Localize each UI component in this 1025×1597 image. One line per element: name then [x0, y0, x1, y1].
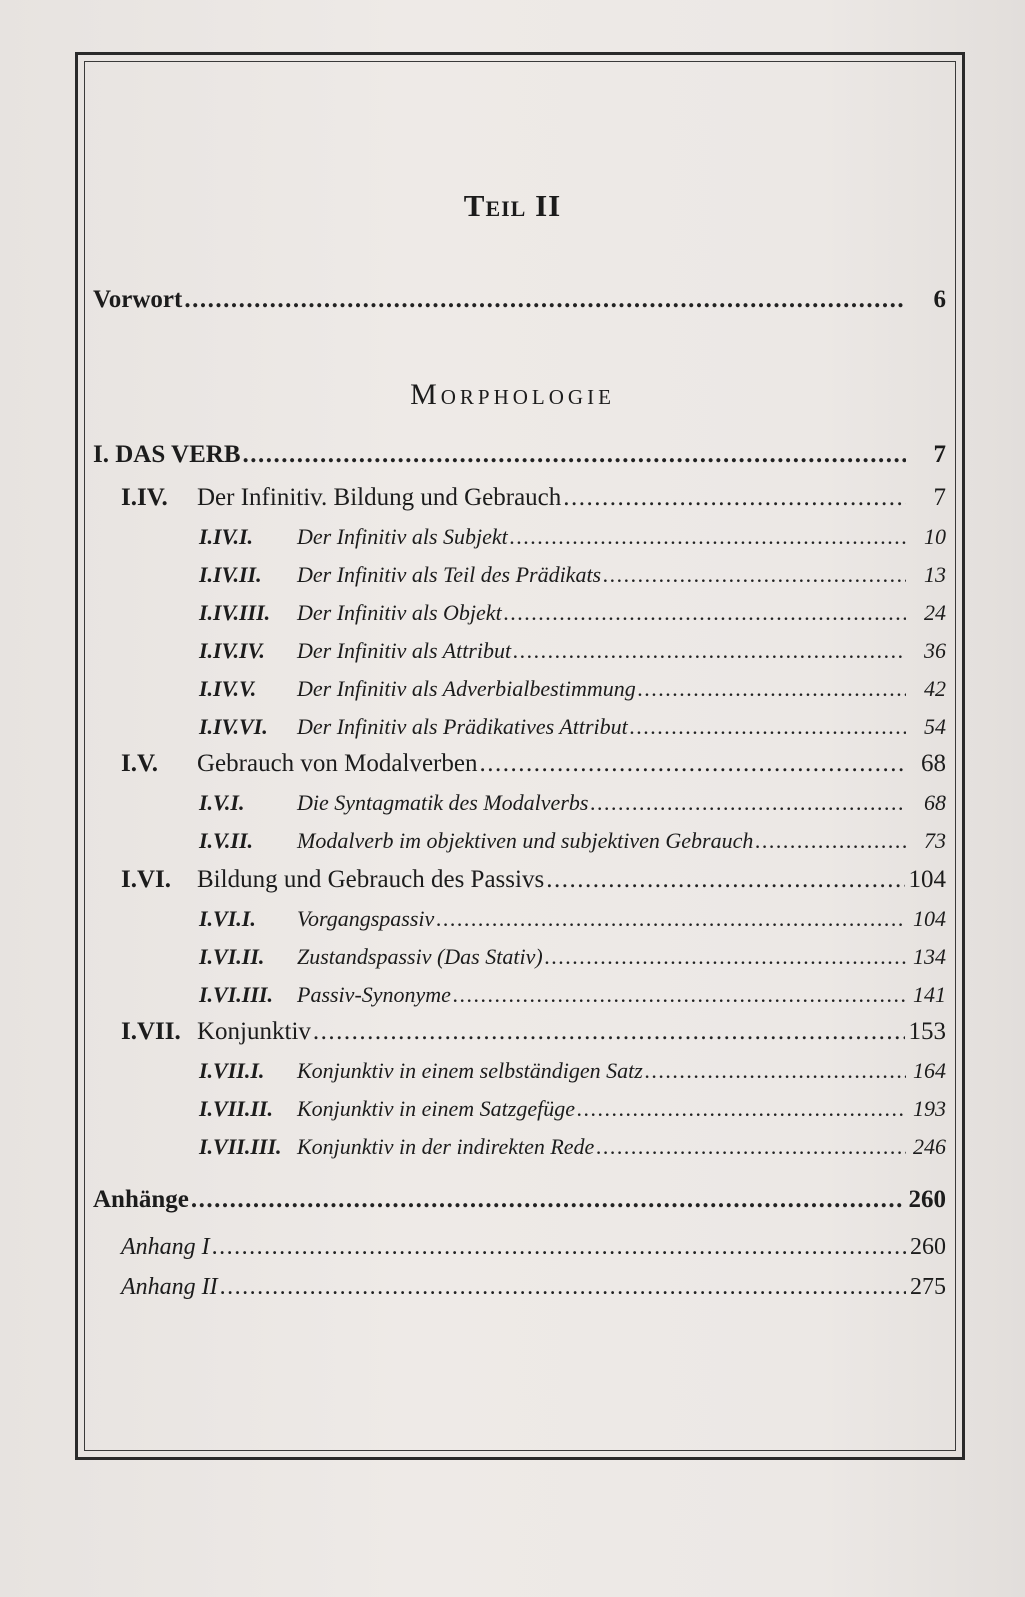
toc-entry-subchapter[interactable] [199, 944, 946, 970]
toc-entry-label: Der Infinitiv als Objekt [297, 600, 502, 625]
toc-page-number: 153 [908, 1018, 946, 1045]
toc-page-number: 68 [924, 790, 946, 815]
toc-entry-subchapter[interactable] [199, 562, 946, 588]
toc-entry-label: Konjunktiv in einem Satzgefüge [297, 1096, 575, 1121]
toc-entry-anhaenge[interactable] [93, 1186, 946, 1214]
dot-leader [479, 750, 906, 778]
toc-entry-label: Der Infinitiv als Attribut [297, 638, 512, 663]
toc-entry-subchapter[interactable] [199, 676, 946, 702]
toc-entry-chapter[interactable] [121, 484, 946, 512]
toc-entry-label: Konjunktiv in der indirekten Rede [297, 1134, 595, 1159]
toc-entry-label: Modalverb im objektiven und subjektiven Gebrauch [297, 828, 754, 853]
toc-page-number: 275 [910, 1274, 946, 1300]
toc-entry-subchapter[interactable] [199, 828, 946, 854]
toc-entry-label: I. DAS VERB [93, 441, 241, 468]
toc-entry-subchapter[interactable] [199, 1058, 946, 1084]
toc-entry-number: I.VII.III. [199, 1134, 282, 1159]
dot-leader [504, 600, 906, 626]
toc-page-number: 246 [913, 1134, 946, 1159]
toc-page-number: 68 [921, 750, 946, 777]
toc-entry-subchapter[interactable] [199, 1134, 946, 1160]
toc-entry-label: Der Infinitiv als Adverbialbestimmung [297, 676, 636, 701]
toc-page-number: 134 [913, 944, 946, 969]
toc-entry-number: I.IV.III. [199, 600, 271, 625]
toc-entry-label: Vorwort [93, 286, 183, 313]
toc-entry-number: I.VI.II. [199, 944, 265, 969]
dot-leader [191, 1186, 905, 1214]
toc-entry-subchapter[interactable] [199, 982, 946, 1008]
toc-page-number: 10 [924, 524, 946, 549]
toc-entry-label: Anhänge [93, 1186, 189, 1213]
toc-entry-label: Konjunktiv in einem selbständigen Satz [297, 1058, 643, 1083]
toc-entry-label: Der Infinitiv. Bildung und Gebrauch [197, 484, 562, 511]
toc-page-number: 260 [910, 1234, 946, 1260]
toc-entry-anhang-2[interactable] [121, 1274, 946, 1301]
toc-entry-number: I.VI.I. [199, 906, 256, 931]
toc-page-number: 24 [924, 600, 946, 625]
dot-leader [313, 1018, 905, 1046]
dot-leader [638, 676, 906, 702]
part-title: Teil II [463, 188, 562, 223]
dot-leader [645, 1058, 906, 1084]
toc-page-number: 104 [913, 906, 946, 931]
toc-entry-label: Zustandspassiv (Das Stativ) [297, 944, 543, 969]
toc-entry-number: I.VII.II. [199, 1096, 273, 1121]
toc-page-number: 141 [913, 982, 946, 1007]
toc-entry-das-verb[interactable] [93, 441, 946, 469]
toc-page-number: 73 [924, 828, 946, 853]
toc-entry-subchapter[interactable] [199, 638, 946, 664]
toc-entry-number: I.V.II. [199, 828, 254, 853]
toc-entry-number: I.V. [121, 750, 159, 777]
dot-leader [546, 866, 904, 894]
toc-entry-label: Vorgangspassiv [297, 906, 435, 931]
dot-leader [545, 944, 906, 970]
dot-leader [453, 982, 906, 1008]
toc-entry-label: Bildung und Gebrauch des Passivs [197, 866, 545, 893]
dot-leader [513, 638, 906, 664]
toc-entry-label: Anhang II [121, 1274, 218, 1300]
dot-leader [212, 1234, 906, 1261]
toc-entry-number: I.IV.I. [199, 524, 254, 549]
toc-entry-subchapter[interactable] [199, 906, 946, 932]
toc-entry-chapter[interactable] [121, 750, 946, 778]
toc-entry-subchapter[interactable] [199, 790, 946, 816]
toc-entry-subchapter[interactable] [199, 714, 946, 740]
toc-entry-number: I.VII.I. [199, 1058, 265, 1083]
toc-entry-subchapter[interactable] [199, 524, 946, 550]
toc-page-number: 13 [924, 562, 946, 587]
toc-entry-number: I.IV.II. [199, 562, 262, 587]
toc-page-number: 193 [913, 1096, 946, 1121]
toc-entry-label: Der Infinitiv als Prädikatives Attribut [297, 714, 628, 739]
dot-leader [755, 828, 906, 854]
section-title: Morphologie [410, 378, 615, 411]
toc-page-number: 7 [933, 484, 946, 511]
dot-leader [243, 441, 907, 469]
dot-leader [436, 906, 906, 932]
toc-entry-label: Gebrauch von Modalverben [197, 750, 478, 777]
toc-entry-label: Die Syntagmatik des Modalverbs [297, 790, 589, 815]
toc-entry-number: I.IV.IV. [199, 638, 265, 663]
toc-entry-number: I.IV.VI. [199, 714, 268, 739]
toc-entry-number: I.VI.III. [199, 982, 273, 1007]
toc-entry-anhang-1[interactable] [121, 1234, 946, 1261]
toc-entry-chapter[interactable] [121, 866, 946, 894]
toc-page-number: 42 [924, 676, 946, 701]
toc-entry-label: Der Infinitiv als Subjekt [297, 524, 508, 549]
toc-entry-label: Passiv-Synonyme [297, 982, 451, 1007]
dot-leader [220, 1274, 906, 1301]
toc-entry-number: I.IV. [121, 484, 168, 511]
dot-leader [630, 714, 906, 740]
dot-leader [184, 286, 906, 314]
dot-leader [596, 1134, 906, 1160]
toc-entry-number: I.VII. [121, 1018, 181, 1045]
toc-entry-number: I.VI. [121, 866, 172, 893]
toc-page-number: 104 [908, 866, 946, 893]
toc-entry-number: I.IV.V. [199, 676, 257, 701]
toc-entry-vorwort[interactable] [93, 286, 946, 314]
toc-entry-subchapter[interactable] [199, 600, 946, 626]
toc-page-number: 164 [913, 1058, 946, 1083]
toc-page-number: 7 [933, 441, 946, 468]
toc-page-number: 54 [924, 714, 946, 739]
toc-page-number: 260 [908, 1186, 946, 1213]
toc-page-number: 6 [933, 286, 946, 313]
toc-entry-number: I.V.I. [199, 790, 245, 815]
dot-leader [577, 1096, 906, 1122]
dot-leader [603, 562, 906, 588]
toc-page-number: 36 [924, 638, 946, 663]
dot-leader [510, 524, 906, 550]
toc-entry-label: Der Infinitiv als Teil des Prädikats [297, 562, 602, 587]
toc-entry-chapter[interactable] [121, 1018, 946, 1046]
toc-entry-label: Konjunktiv [197, 1018, 311, 1045]
toc-entry-label: Anhang I [121, 1234, 210, 1260]
toc-entry-subchapter[interactable] [199, 1096, 946, 1122]
dot-leader [590, 790, 906, 816]
dot-leader [563, 484, 906, 512]
